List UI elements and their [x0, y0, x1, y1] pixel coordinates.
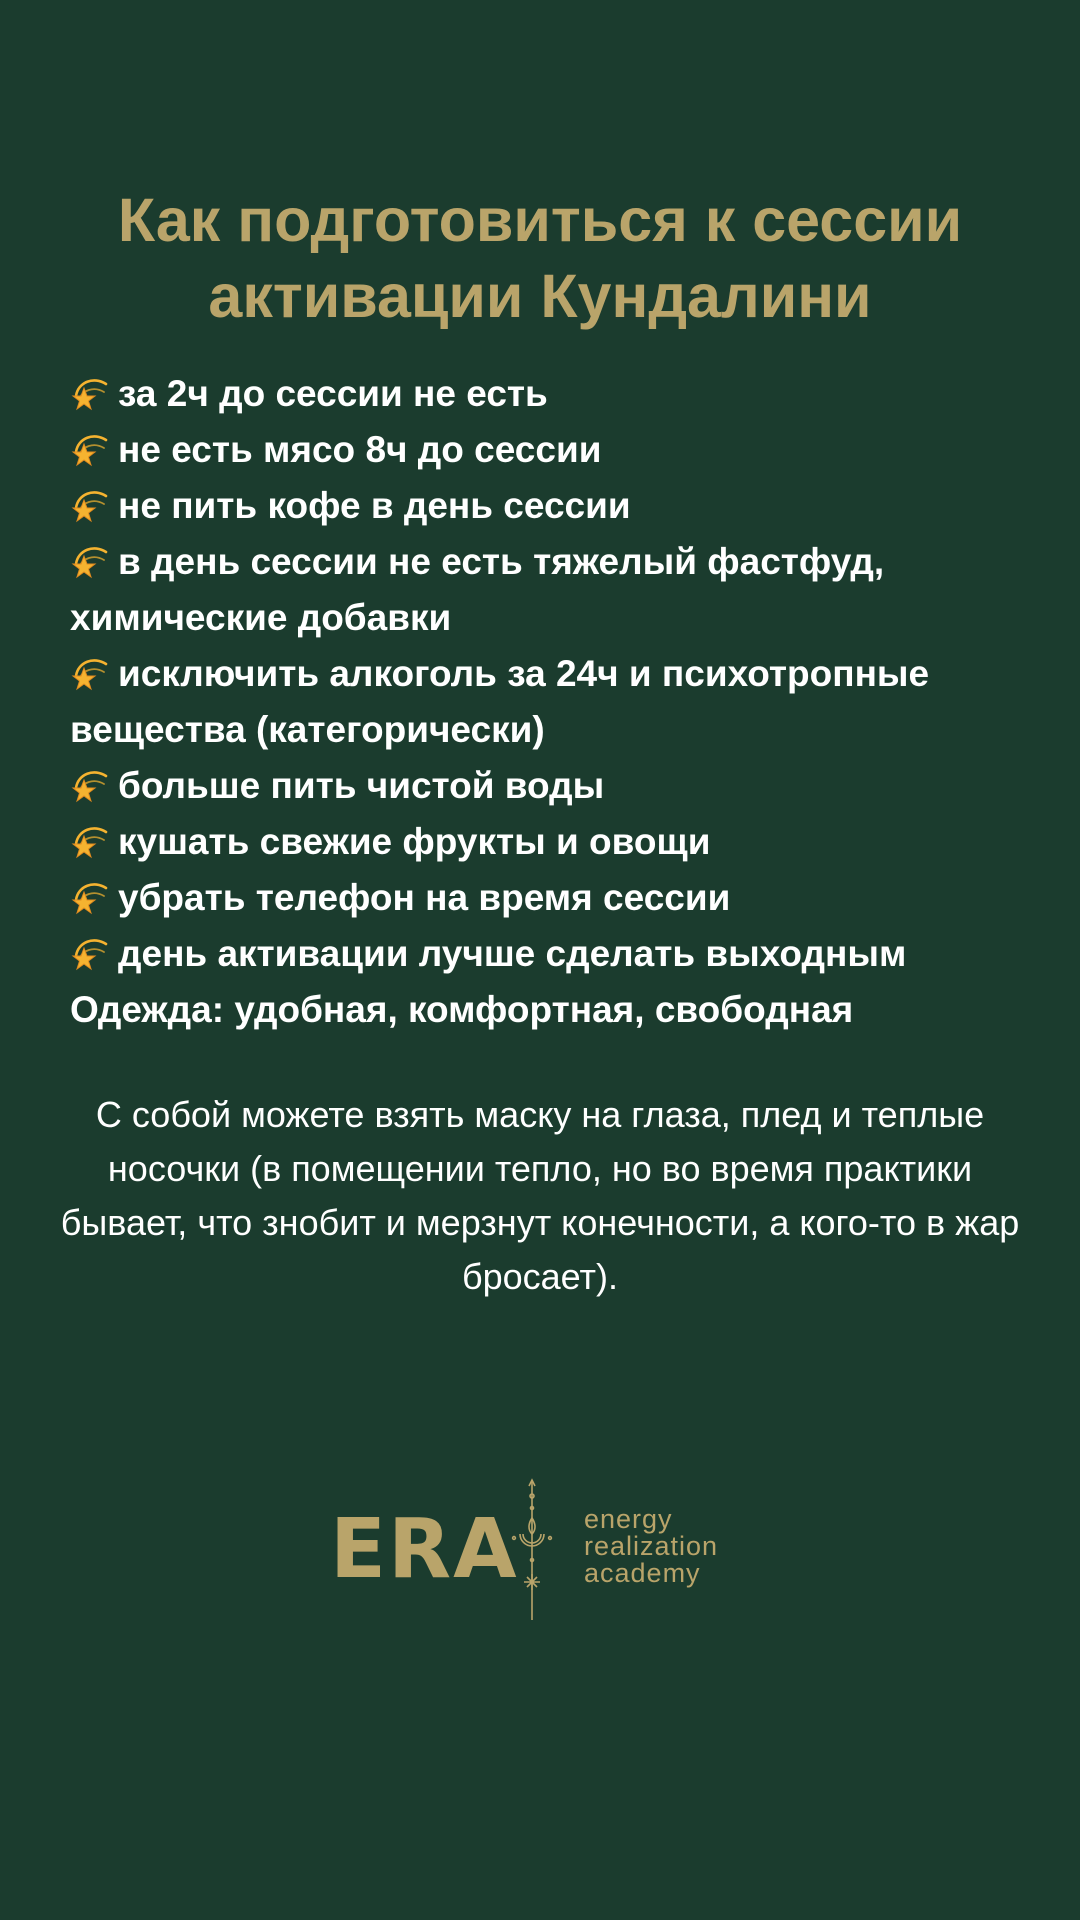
checklist-item [70, 422, 1050, 478]
shooting-star-icon [70, 372, 110, 412]
shooting-star-icon [70, 932, 110, 972]
clothing-line: Одежда: удобная, комфортная, свободная [70, 989, 854, 1030]
crescent-ornament-icon [510, 1478, 554, 1624]
checklist-item-text: убрать телефон на время сессии [118, 877, 731, 918]
title-line-1: Как подготовиться к сессии [117, 186, 963, 254]
shooting-star-icon [70, 820, 110, 860]
checklist-item [70, 870, 1050, 926]
checklist-item-text: не пить кофе в день сессии [118, 485, 631, 526]
shooting-star-icon [70, 428, 110, 468]
checklist-item [70, 926, 1050, 982]
checklist-item [70, 534, 1050, 646]
title-line-2: активации Кундалини [208, 262, 872, 330]
shooting-star-icon [70, 484, 110, 524]
era-logo [330, 1478, 750, 1628]
bring-along-note: С собой можете взять маску на глаза, плед и теплые носочки (в помещении тепло, но во время практики бывает, что знобит и мерзнут конечности, а кого-то в жар бросает). [60, 1094, 1020, 1297]
logo-mark: ERA [330, 1502, 519, 1597]
logo-wordmark [584, 1506, 718, 1587]
checklist-item [70, 366, 1050, 422]
checklist-item [70, 478, 1050, 534]
preparation-checklist [70, 366, 1050, 1038]
checklist-item [70, 646, 1050, 758]
shooting-star-icon [70, 876, 110, 916]
checklist-item-text: больше пить чистой воды [118, 765, 605, 806]
checklist-item-text: не есть мясо 8ч до сессии [118, 429, 602, 470]
shooting-star-icon [70, 652, 110, 692]
checklist-item [70, 758, 1050, 814]
logo-word-realization: realization [584, 1531, 719, 1561]
checklist-item-text: день активации лучше сделать выходным [118, 933, 907, 974]
shooting-star-icon [70, 764, 110, 804]
checklist-item-text: кушать свежие фрукты и овощи [118, 821, 711, 862]
shooting-star-icon [70, 540, 110, 580]
logo-word-energy: energy [584, 1504, 673, 1534]
checklist-item-text: в день сессии не есть тяжелый фастфуд, химические добавки [70, 541, 885, 638]
checklist-item [70, 814, 1050, 870]
checklist-item-text: исключить алкоголь за 24ч и психотропные вещества (категорически) [70, 653, 930, 750]
page-title [0, 182, 1080, 334]
checklist-item-text: за 2ч до сессии не есть [118, 373, 548, 414]
logo-word-academy: academy [584, 1558, 701, 1588]
